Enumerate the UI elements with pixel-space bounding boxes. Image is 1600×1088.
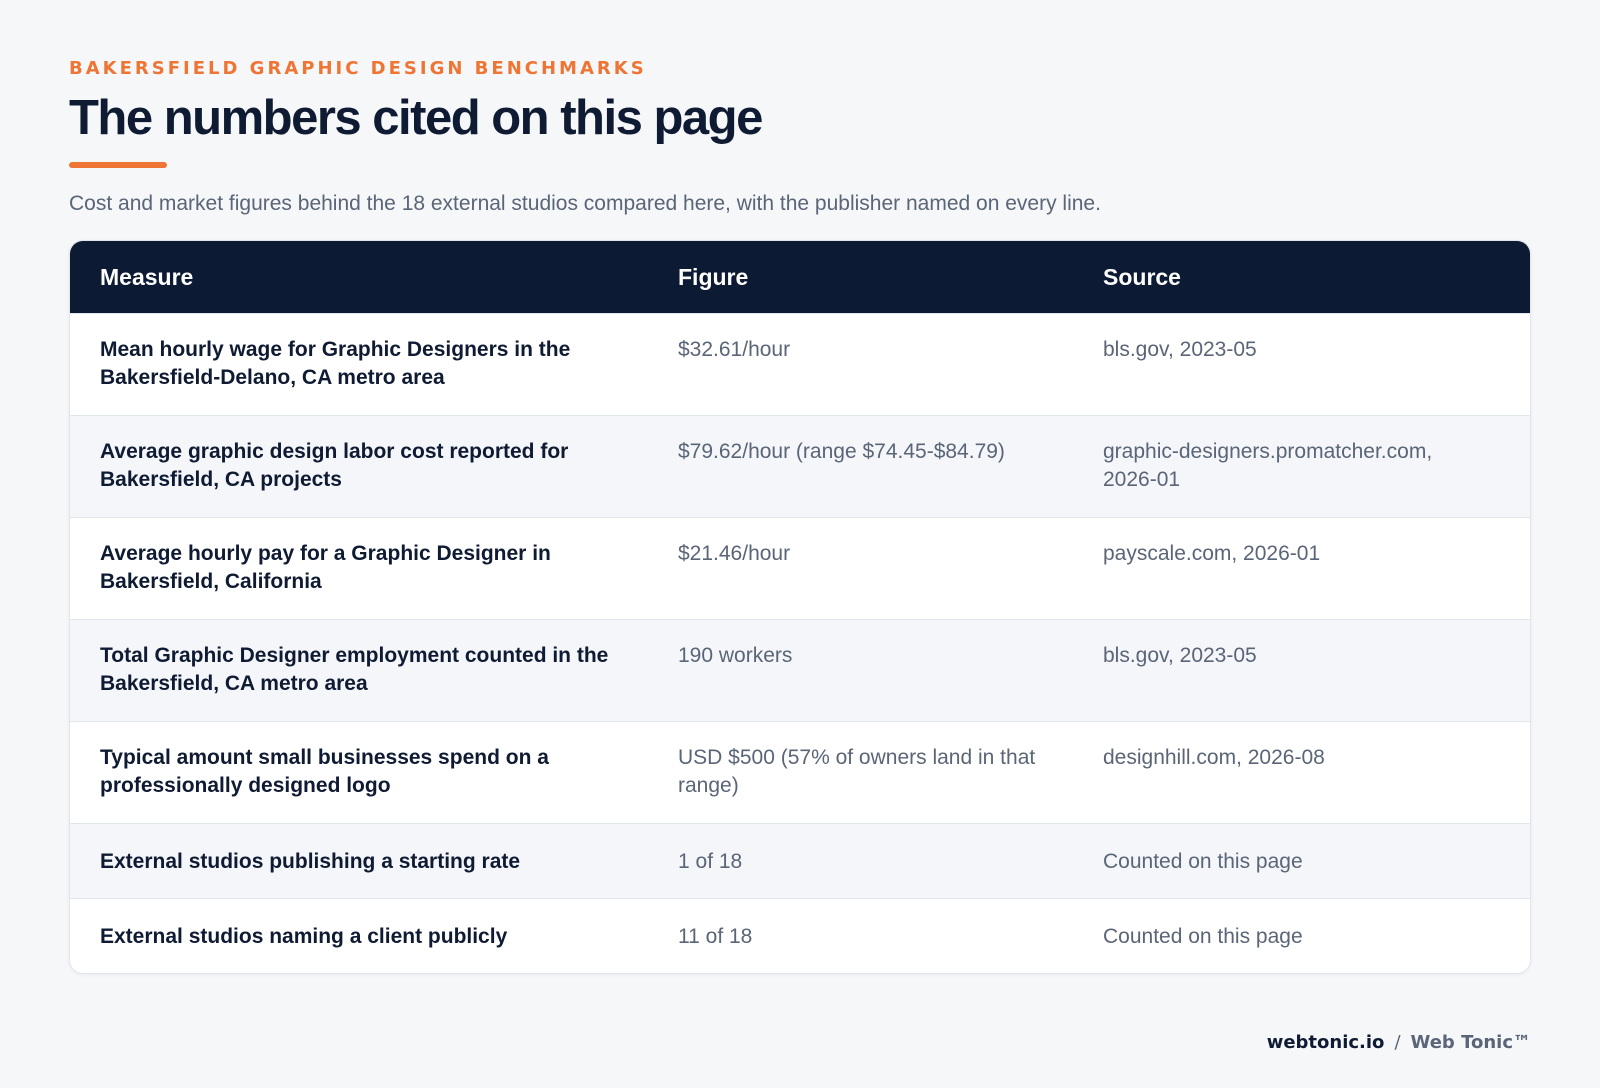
page-title: The numbers cited on this page [69, 91, 762, 145]
footer-brand: Web Tonic™ [1410, 1032, 1531, 1053]
benchmarks-table [69, 240, 1531, 974]
cell-figure: $32.61/hour [678, 338, 791, 362]
cell-source: Counted on this page [1103, 850, 1303, 874]
cell-source: designhill.com, 2026-08 [1103, 746, 1325, 770]
title-accent-rule [69, 162, 167, 168]
cell-source: payscale.com, 2026-01 [1103, 542, 1321, 566]
table-row [70, 415, 1530, 517]
cell-figure: 11 of 18 [678, 925, 753, 949]
table-row [70, 721, 1530, 823]
page-subtitle: Cost and market figures behind the 18 external studios compared here, with the publisher named on every line. [69, 192, 1101, 216]
cell-source: Counted on this page [1103, 925, 1303, 949]
table-header [70, 241, 1530, 313]
cell-source: graphic-designers.promatcher.com, 2026-01 [1103, 440, 1433, 492]
cell-figure: 190 workers [678, 644, 793, 668]
table-row [70, 898, 1530, 973]
cell-figure: $21.46/hour [678, 542, 791, 566]
cell-figure: $79.62/hour (range $74.45-$84.79) [678, 440, 1005, 464]
page-container [69, 58, 1531, 974]
cell-source: bls.gov, 2023-05 [1103, 338, 1257, 362]
cell-measure: Typical amount small businesses spend on a professionally designed logo [100, 746, 549, 798]
cell-figure: USD $500 (57% of owners land in that range) [678, 746, 1036, 798]
cell-measure: Mean hourly wage for Graphic Designers in the Bakersfield-Delano, CA metro area [100, 338, 571, 390]
cell-figure: 1 of 18 [678, 850, 743, 874]
footer-separator: / [1394, 1032, 1401, 1053]
cell-source: bls.gov, 2023-05 [1103, 644, 1257, 668]
column-header-figure: Figure [678, 264, 749, 291]
column-header-measure: Measure [100, 264, 194, 291]
table-row [70, 619, 1530, 721]
column-header-source: Source [1103, 264, 1181, 291]
footer-domain-link[interactable]: webtonic.io [1266, 1032, 1385, 1053]
cell-measure: Average graphic design labor cost reported for Bakersfield, CA projects [100, 440, 569, 492]
cell-measure: Average hourly pay for a Graphic Designer in Bakersfield, California [100, 542, 551, 594]
cell-measure: External studios naming a client publicly [100, 925, 508, 949]
cell-measure: External studios publishing a starting rate [100, 850, 521, 874]
eyebrow-label: BAKERSFIELD GRAPHIC DESIGN BENCHMARKS [69, 58, 647, 79]
cell-measure: Total Graphic Designer employment counted in the Bakersfield, CA metro area [100, 644, 609, 696]
table-row [70, 823, 1530, 898]
table-row [70, 313, 1530, 415]
table-row [70, 517, 1530, 619]
footer-credit [1267, 1032, 1531, 1053]
